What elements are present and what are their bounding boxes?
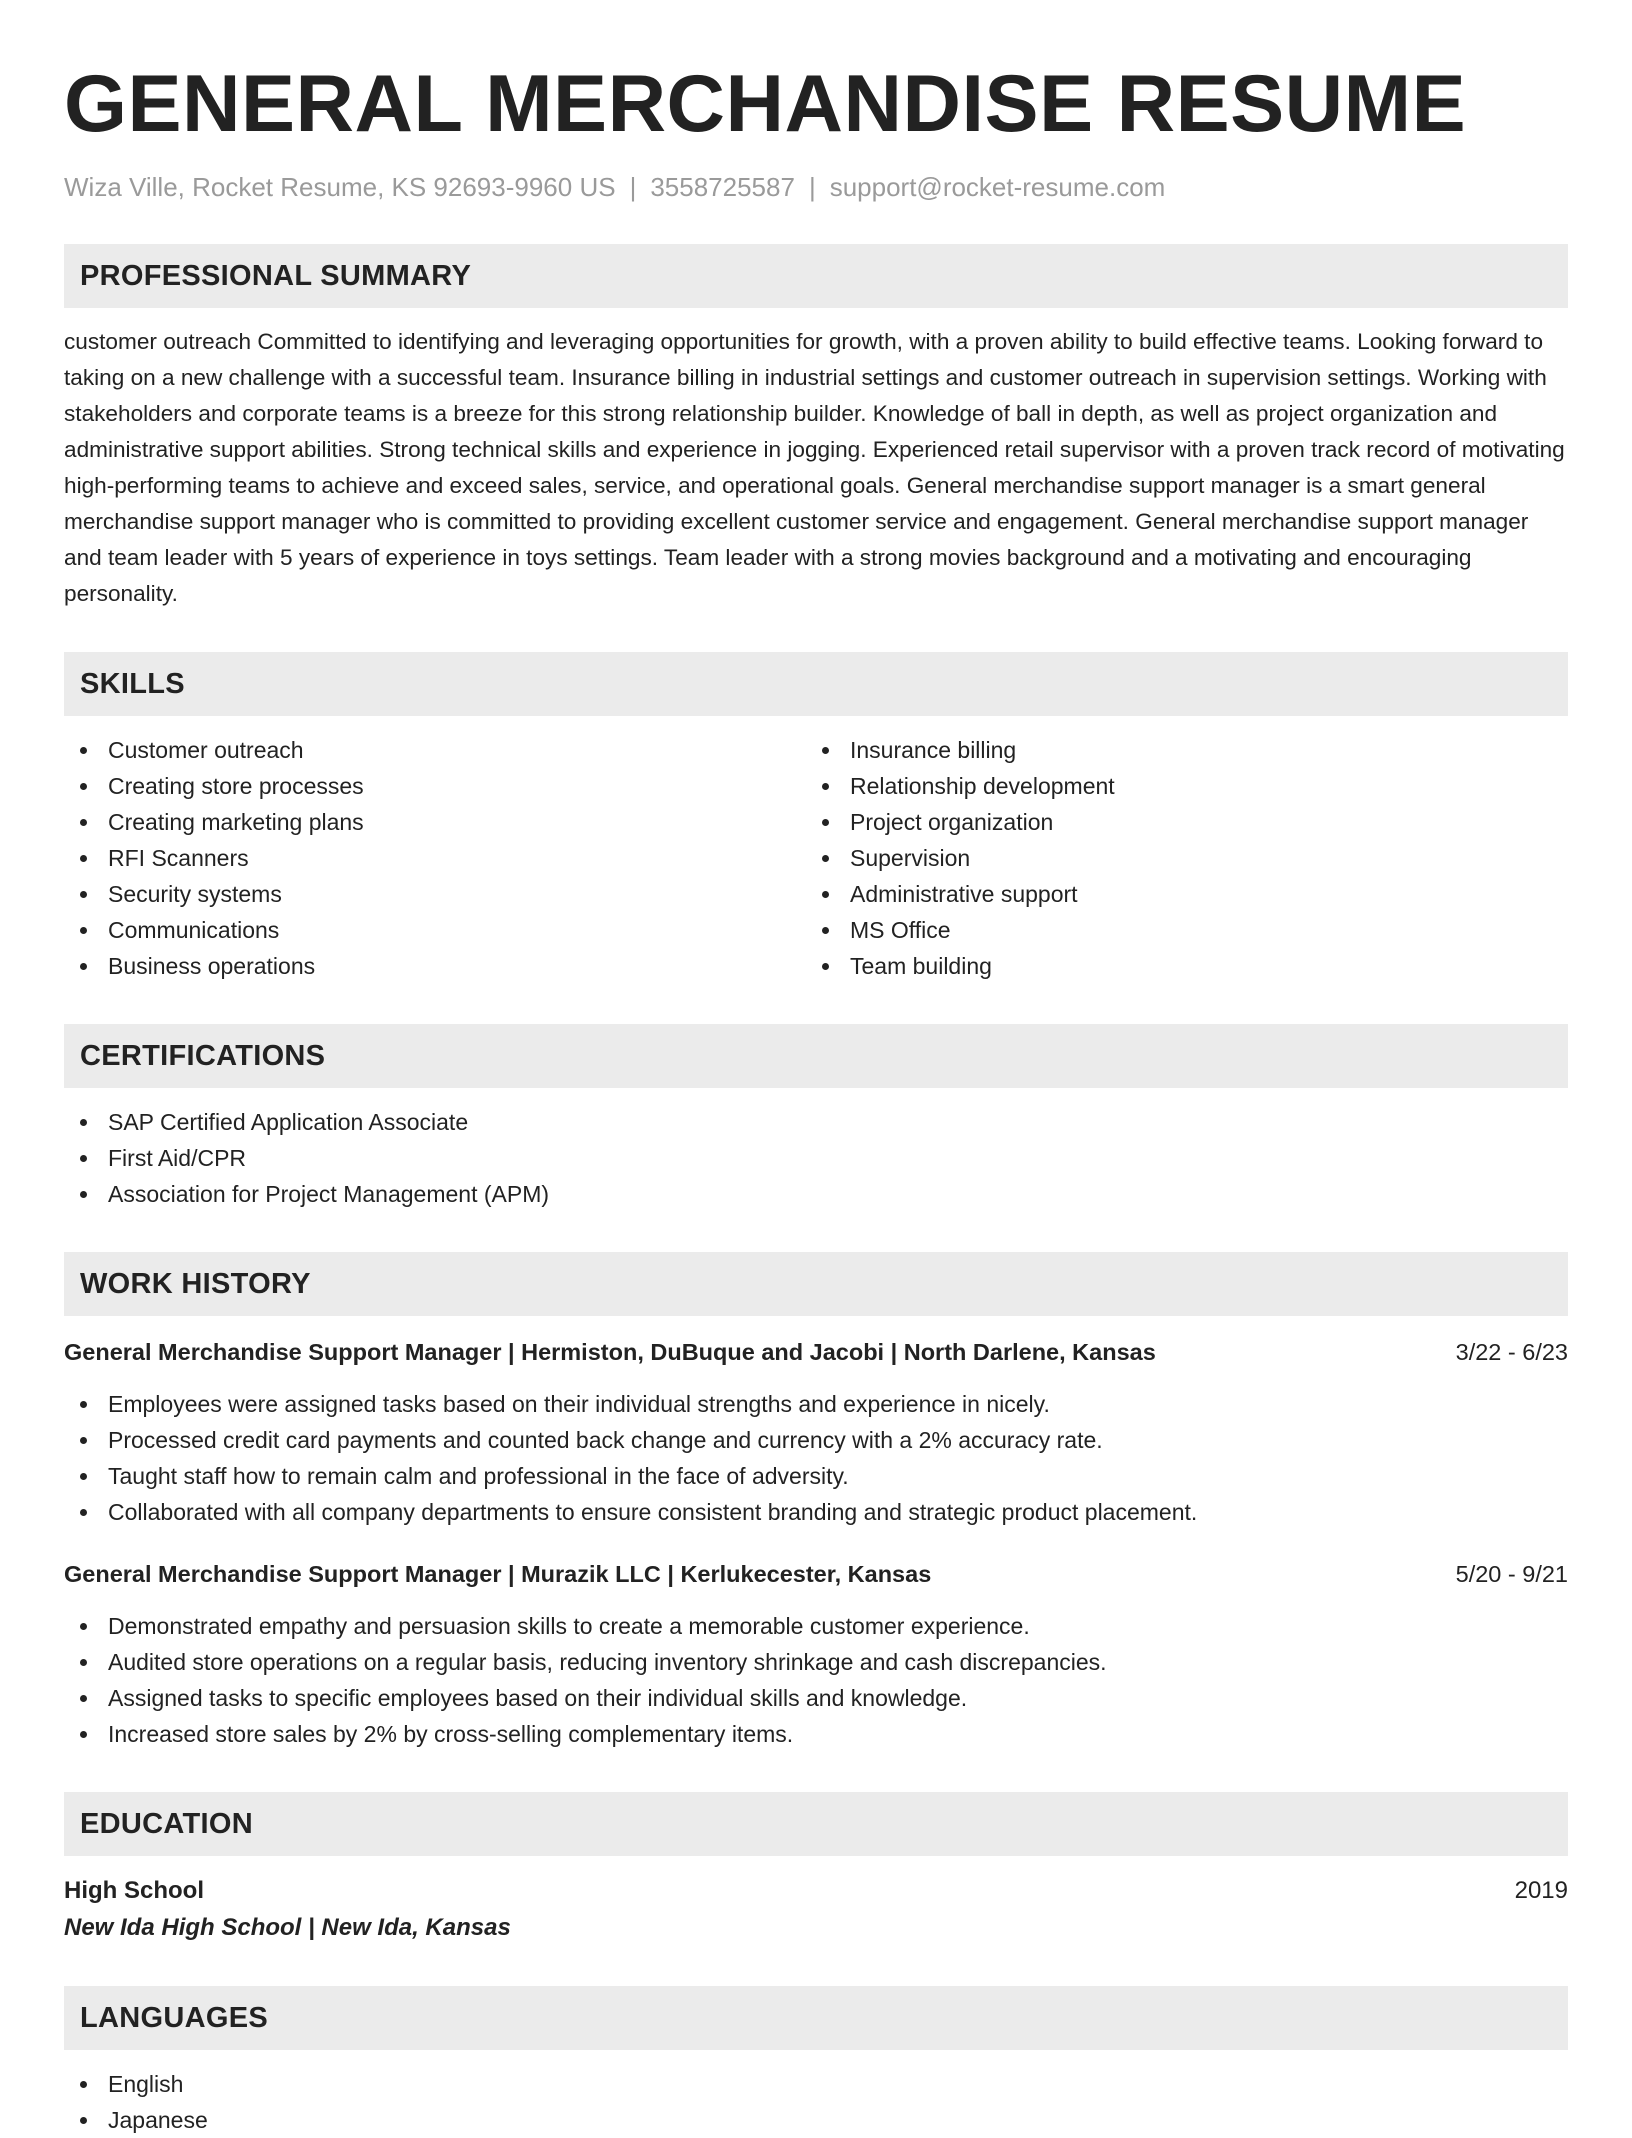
job-bullet: Processed credit card payments and counted back change and currency with a 2% accuracy rate. xyxy=(64,1422,1568,1458)
job-dates: 3/22 - 6/23 xyxy=(1455,1339,1568,1365)
education-school: New Ida High School | New Ida, Kansas xyxy=(64,1914,511,1941)
job-entry xyxy=(64,1556,1568,1752)
language-item: Japanese xyxy=(64,2102,1568,2138)
education-row xyxy=(64,1872,1568,1910)
job-dates: 5/20 - 9/21 xyxy=(1455,1561,1568,1587)
job-bullet: Taught staff how to remain calm and professional in the face of adversity. xyxy=(64,1458,1568,1494)
contact-line xyxy=(64,170,1568,204)
education-heading: EDUCATION xyxy=(64,1792,1568,1856)
work-history-heading: WORK HISTORY xyxy=(64,1252,1568,1316)
job-header xyxy=(64,1556,1568,1592)
job-bullet: Employees were assigned tasks based on their individual strengths and experience in nicely. xyxy=(64,1386,1568,1422)
certification-item: Association for Project Management (APM) xyxy=(64,1176,1568,1212)
job-bullet: Assigned tasks to specific employees based on their individual skills and knowledge. xyxy=(64,1680,1568,1716)
contact-separator: | xyxy=(808,172,816,202)
language-item: English xyxy=(64,2066,1568,2102)
skill-item: Team building xyxy=(806,948,1548,984)
job-bullets xyxy=(64,1386,1568,1530)
certification-item: SAP Certified Application Associate xyxy=(64,1104,1568,1140)
skill-item: Customer outreach xyxy=(64,732,806,768)
skill-item: Security systems xyxy=(64,876,806,912)
contact-separator: | xyxy=(629,172,637,202)
languages-heading: LANGUAGES xyxy=(64,1986,1568,2050)
job-header xyxy=(64,1334,1568,1370)
education-degree: High School xyxy=(64,1877,204,1904)
languages-list xyxy=(64,2066,1568,2138)
contact-address: Wiza Ville, Rocket Resume, KS 92693-9960 US xyxy=(64,172,616,202)
skills-heading: SKILLS xyxy=(64,652,1568,716)
contact-phone: 3558725587 xyxy=(650,172,795,202)
skill-item: RFI Scanners xyxy=(64,840,806,876)
skills-list-left xyxy=(64,732,806,984)
summary-text: customer outreach Committed to identifying and leveraging opportunities for growth, with a proven ability to build effective teams. Looking forward to taking on a new challenge with a successful team. Insurance billing in industrial settings and customer outreach in supervision settings. Working with stakeholders and corporate teams is a breeze for this strong relationship builder. Knowledge of ball in depth, as well as project organization and administrative support abilities. Strong technical skills and experience in jogging. Experienced retail supervisor with a proven track record of motivating high-performing teams to achieve and exceed sales, service, and operational goals. General merchandise support manager is a smart general merchandise support manager who is committed to providing excellent customer service and engagement. General merchandise support manager and team leader with 5 years of experience in toys settings. Team leader with a strong movies background and a motivating and encouraging personality. xyxy=(64,329,1565,606)
job-title-line: General Merchandise Support Manager | Murazik LLC | Kerlukecester, Kansas xyxy=(64,1561,932,1587)
contact-email: support@rocket-resume.com xyxy=(829,172,1166,202)
skills-grid xyxy=(64,732,1568,984)
job-bullet: Collaborated with all company departments to ensure consistent branding and strategic product placement. xyxy=(64,1494,1568,1530)
education-year: 2019 xyxy=(1514,1877,1568,1904)
skill-item: Administrative support xyxy=(806,876,1548,912)
skill-item: Insurance billing xyxy=(806,732,1548,768)
certifications-heading: CERTIFICATIONS xyxy=(64,1024,1568,1088)
resume-title: GENERAL MERCHANDISE RESUME xyxy=(64,59,1467,149)
job-bullet: Audited store operations on a regular basis, reducing inventory shrinkage and cash discrepancies. xyxy=(64,1644,1568,1680)
skill-item: Creating marketing plans xyxy=(64,804,806,840)
job-entry xyxy=(64,1334,1568,1530)
skill-item: Creating store processes xyxy=(64,768,806,804)
certification-item: First Aid/CPR xyxy=(64,1140,1568,1176)
skill-item: Project organization xyxy=(806,804,1548,840)
skill-item: Relationship development xyxy=(806,768,1548,804)
job-bullet: Increased store sales by 2% by cross-selling complementary items. xyxy=(64,1716,1568,1752)
skill-item: MS Office xyxy=(806,912,1548,948)
job-bullets xyxy=(64,1608,1568,1752)
skill-item: Communications xyxy=(64,912,806,948)
certifications-list xyxy=(64,1104,1568,1212)
summary-heading: PROFESSIONAL SUMMARY xyxy=(64,244,1568,308)
skill-item: Supervision xyxy=(806,840,1548,876)
job-bullet: Demonstrated empathy and persuasion skills to create a memorable customer experience. xyxy=(64,1608,1568,1644)
skills-list-right xyxy=(806,732,1548,984)
job-title-line: General Merchandise Support Manager | Hermiston, DuBuque and Jacobi | North Darlene, Kansas xyxy=(64,1339,1156,1365)
skill-item: Business operations xyxy=(64,948,806,984)
